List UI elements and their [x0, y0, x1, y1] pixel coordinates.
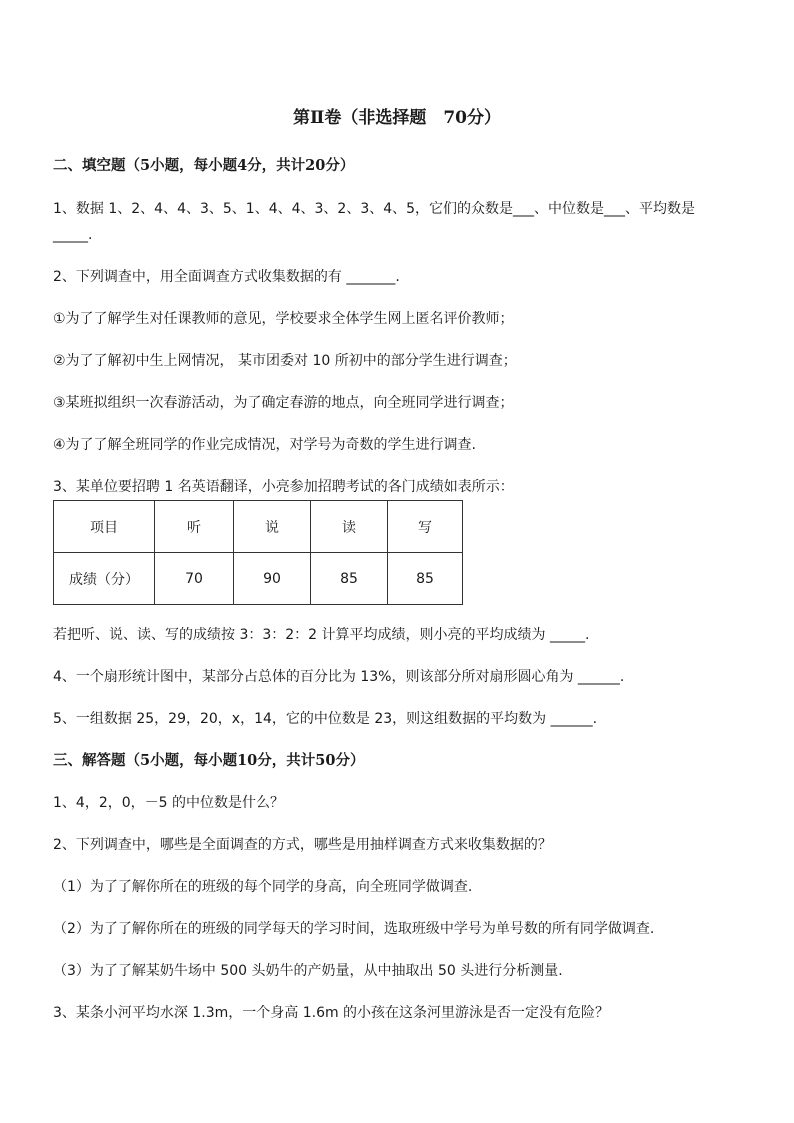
table-cell: 90 — [234, 553, 311, 605]
table-header-cell: 项目 — [54, 501, 155, 553]
question-3-2: 2、下列调查中，哪些是全面调查的方式，哪些是用抽样调查方式来收集数据的？ — [53, 837, 552, 853]
table-header-cell: 写 — [388, 501, 463, 553]
section-heading-fill-in: 二、填空题（5小题，每小题4分，共计20分） — [53, 157, 355, 174]
table-header-cell: 听 — [155, 501, 234, 553]
table-row — [54, 553, 463, 605]
table-header-cell: 读 — [311, 501, 388, 553]
question-3-3: 3、某条小河平均水深 1.3m，一个身高 1.6m 的小孩在这条河里游泳是否一定没有危险？ — [53, 1005, 610, 1021]
question-2-1-line2: _____. — [53, 227, 93, 243]
question-3-1: 1、4，2，0，－5 的中位数是什么？ — [53, 795, 284, 811]
table-header-row — [54, 501, 463, 553]
question-2-2: 2、下列调查中，用全面调查方式收集数据的有 _______. — [53, 269, 400, 285]
table-cell: 85 — [311, 553, 388, 605]
question-2-2-option-3: ③某班拟组织一次春游活动，为了确定春游的地点，向全班同学进行调查； — [53, 395, 514, 411]
question-2-5: 5、一组数据 25，29，20，x，14，它的中位数是 23，则这组数据的平均数为 ______. — [53, 711, 598, 727]
table-cell: 成绩（分） — [54, 553, 155, 605]
table-cell: 85 — [388, 553, 463, 605]
table-cell: 70 — [155, 553, 234, 605]
question-2-3: 3、某单位要招聘 1 名英语翻译，小亮参加招聘考试的各门成绩如表所示： — [53, 479, 514, 495]
question-3-2-item-2: （2）为了了解你所在的班级的同学每天的学习时间，选取班级中学号为单号数的所有同学做调查. — [53, 921, 655, 937]
question-2-1-line1: 1、数据 1、2、4、4、3、5、1、4、4、3、2、3、4、5，它们的众数是___、中位数是___、平均数是 — [53, 201, 696, 217]
score-table — [53, 500, 463, 605]
question-3-2-item-1: （1）为了了解你所在的班级的每个同学的身高，向全班同学做调查. — [53, 879, 473, 895]
question-3-2-item-3: （3）为了了解某奶牛场中 500 头奶牛的产奶量，从中抽取出 50 头进行分析测量. — [53, 963, 563, 979]
question-2-2-option-1: ①为了了解学生对任课教师的意见，学校要求全体学生网上匿名评价教师； — [53, 311, 514, 327]
question-2-2-option-2: ②为了了解初中生上网情况， 某市团委对 10 所初中的部分学生进行调查； — [53, 353, 517, 369]
question-2-2-option-4: ④为了了解全班同学的作业完成情况，对学号为奇数的学生进行调查. — [53, 437, 476, 453]
table-header-cell: 说 — [234, 501, 311, 553]
question-2-3-follow: 若把听、说、读、写的成绩按 3：3：2：2 计算平均成绩，则小亮的平均成绩为 _____. — [53, 627, 590, 643]
page-title: 第Ⅱ卷（非选择题 70分） — [293, 108, 501, 128]
question-2-4: 4、一个扇形统计图中，某部分占总体的百分比为 13%，则该部分所对扇形圆心角为 ______. — [53, 669, 625, 685]
section-heading-answer: 三、解答题（5小题，每小题10分，共计50分） — [53, 752, 365, 769]
